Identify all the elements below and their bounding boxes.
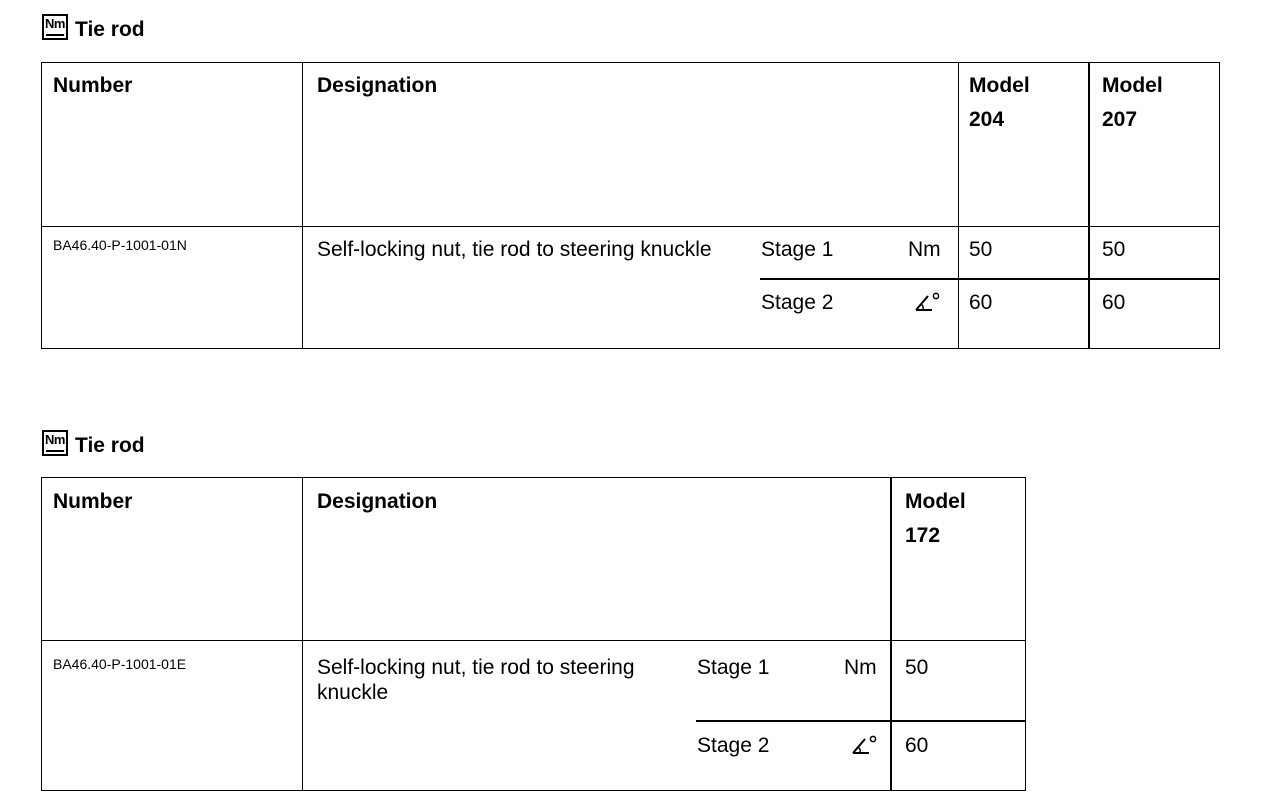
stage-2-label: Stage 2 xyxy=(761,291,834,314)
section-1-title xyxy=(42,14,145,44)
header-model-207-line2: 207 xyxy=(1102,108,1138,131)
column-divider xyxy=(302,63,303,348)
header-designation: Designation xyxy=(317,74,438,97)
row-divider xyxy=(42,226,1219,227)
header-model-172-line2: 172 xyxy=(905,524,941,547)
stage-2-value-204: 60 xyxy=(969,291,993,314)
section-title-text: Tie rod xyxy=(75,18,145,41)
section-2-title xyxy=(42,430,145,460)
stage-divider xyxy=(760,278,1219,280)
header-model-207-line1: Model xyxy=(1102,74,1163,97)
stage-2-value-172: 60 xyxy=(905,734,929,757)
column-divider xyxy=(890,478,892,790)
stage-1-value-204: 50 xyxy=(969,238,993,261)
angle-degree-icon xyxy=(850,734,878,756)
header-model-204-line2: 204 xyxy=(969,108,1005,131)
part-number: BA46.40-P-1001-01N xyxy=(53,237,187,253)
header-model-204-line1: Model xyxy=(969,74,1030,97)
header-number: Number xyxy=(53,74,133,97)
section-title-text: Tie rod xyxy=(75,434,145,457)
header-designation: Designation xyxy=(317,490,438,513)
nm-torque-icon: Nm xyxy=(42,14,68,40)
torque-table-1 xyxy=(41,62,1220,349)
stage-divider xyxy=(696,720,1025,722)
header-model-172-line1: Model xyxy=(905,490,966,513)
nm-torque-icon: Nm xyxy=(42,430,68,456)
stage-2-value-207: 60 xyxy=(1102,291,1126,314)
stage-1-value-172: 50 xyxy=(905,656,929,679)
stage-1-value-207: 50 xyxy=(1102,238,1126,261)
torque-table-2 xyxy=(41,477,1026,791)
column-divider xyxy=(1088,63,1090,348)
column-divider xyxy=(958,63,959,348)
stage-1-unit: Nm xyxy=(908,238,941,261)
header-number: Number xyxy=(53,490,133,513)
stage-1-label: Stage 1 xyxy=(697,656,770,679)
designation-text: Self-locking nut, tie rod to steering knuckle xyxy=(317,238,712,261)
angle-degree-icon xyxy=(913,291,941,313)
stage-2-label: Stage 2 xyxy=(697,734,770,757)
column-divider xyxy=(302,478,303,790)
row-divider xyxy=(42,640,1025,641)
stage-1-unit: Nm xyxy=(844,656,877,679)
part-number: BA46.40-P-1001-01E xyxy=(53,656,187,672)
stage-1-label: Stage 1 xyxy=(761,238,834,261)
designation-text-line1: Self-locking nut, tie rod to steering xyxy=(317,656,635,679)
designation-text-line2: knuckle xyxy=(317,681,389,704)
